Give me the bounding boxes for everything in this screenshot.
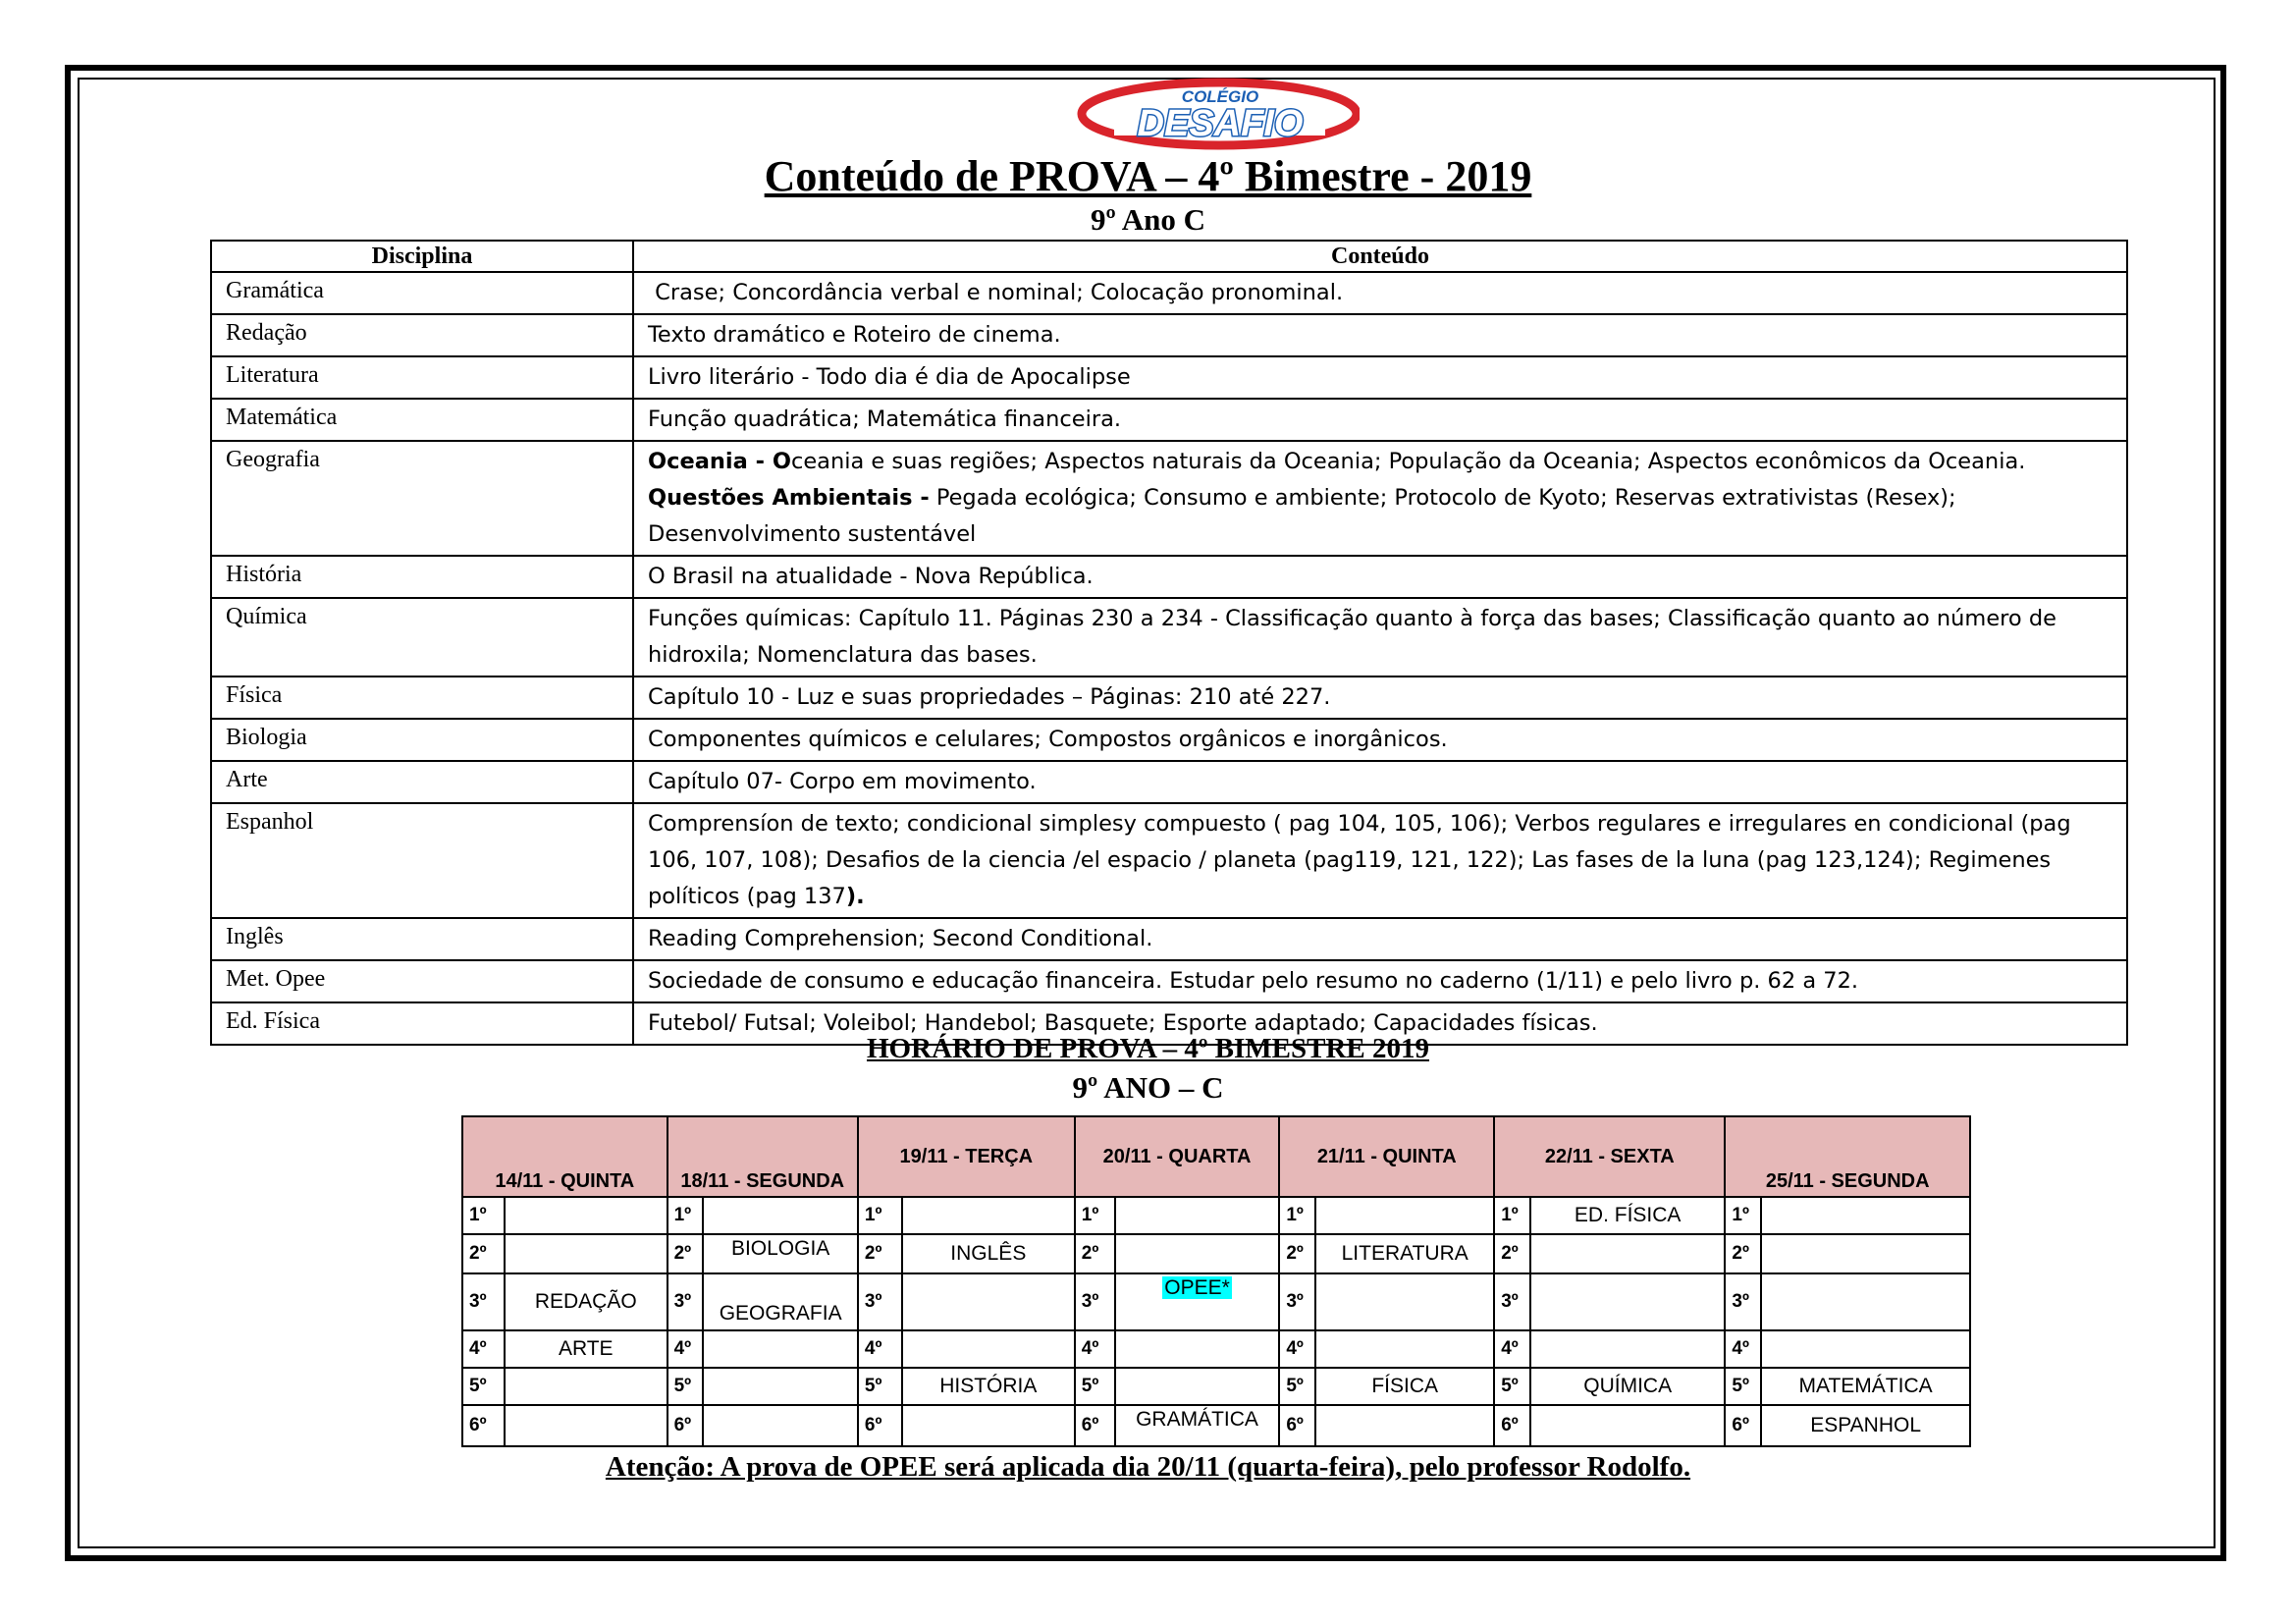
- table-row: [211, 960, 2127, 1002]
- exam-cell: [902, 1197, 1075, 1234]
- day-header: 21/11 - QUINTA: [1279, 1116, 1494, 1197]
- period-cell: 6º: [1279, 1405, 1315, 1446]
- period-cell: 3º: [858, 1273, 902, 1330]
- period-cell: 5º: [1725, 1368, 1761, 1405]
- schedule-row: [462, 1405, 1970, 1446]
- period-cell: 4º: [1279, 1330, 1315, 1368]
- period-cell: 2º: [858, 1234, 902, 1273]
- period-cell: 6º: [1494, 1405, 1530, 1446]
- period-cell: 3º: [1725, 1273, 1761, 1330]
- exam-cell: [1761, 1197, 1970, 1234]
- exam-cell: GEOGRAFIA: [703, 1273, 857, 1330]
- exam-cell: FÍSICA: [1315, 1368, 1494, 1405]
- day-header: 25/11 - SEGUNDA: [1725, 1116, 1970, 1197]
- exam-cell: [703, 1405, 857, 1446]
- period-cell: 5º: [462, 1368, 505, 1405]
- exam-cell: [1315, 1405, 1494, 1446]
- schedule-row: [462, 1368, 1970, 1405]
- period-cell: 5º: [1075, 1368, 1115, 1405]
- period-cell: 6º: [462, 1405, 505, 1446]
- period-cell: 2º: [462, 1234, 505, 1273]
- table-row: [211, 399, 2127, 441]
- period-cell: 3º: [1494, 1273, 1530, 1330]
- attention-note: Atenção: A prova de OPEE será aplicada dia 20/11 (quarta-feira), pelo professor Rodolfo.: [605, 1451, 1691, 1483]
- period-cell: 5º: [1494, 1368, 1530, 1405]
- table-row: [211, 761, 2127, 803]
- class-subtitle: 9º Ano C: [1090, 202, 1206, 237]
- schedule-table: [461, 1115, 1971, 1447]
- schedule-row: [462, 1330, 1970, 1368]
- period-cell: 6º: [1725, 1405, 1761, 1446]
- header-discipline: Disciplina: [211, 241, 633, 272]
- exam-cell: BIOLOGIA: [703, 1234, 857, 1273]
- exam-cell: [1530, 1330, 1725, 1368]
- period-cell: 2º: [1725, 1234, 1761, 1273]
- exam-cell: [1315, 1330, 1494, 1368]
- discipline-cell: Gramática: [211, 272, 633, 314]
- period-cell: 6º: [667, 1405, 704, 1446]
- table-row: [211, 272, 2127, 314]
- period-cell: 3º: [1075, 1273, 1115, 1330]
- content-cell: Texto dramático e Roteiro de cinema.: [633, 314, 2127, 356]
- exam-cell: [1115, 1197, 1280, 1234]
- period-cell: 3º: [667, 1273, 704, 1330]
- discipline-cell: Ed. Física: [211, 1002, 633, 1045]
- table-row: [211, 803, 2127, 918]
- discipline-cell: História: [211, 556, 633, 598]
- content-cell: O Brasil na atualidade - Nova República.: [633, 556, 2127, 598]
- content-cell: Sociedade de consumo e educação financeira. Estudar pelo resumo no caderno (1/11) e pelo livro p. 62 a 72.: [633, 960, 2127, 1002]
- period-cell: 1º: [462, 1197, 505, 1234]
- day-header: 14/11 - QUINTA: [462, 1116, 667, 1197]
- schedule-row: [462, 1197, 1970, 1234]
- table-row: [211, 677, 2127, 719]
- period-cell: 1º: [1494, 1197, 1530, 1234]
- content-cell: Componentes químicos e celulares; Compostos orgânicos e inorgânicos.: [633, 719, 2127, 761]
- schedule-title: HORÁRIO DE PROVA – 4º BIMESTRE 2019: [866, 1033, 1429, 1064]
- period-cell: 4º: [1075, 1330, 1115, 1368]
- table-row: [211, 918, 2127, 960]
- exam-cell: MATEMÁTICA: [1761, 1368, 1970, 1405]
- content-cell: Capítulo 10 - Luz e suas propriedades – Páginas: 210 até 227.: [633, 677, 2127, 719]
- schedule-header-row: [462, 1116, 1970, 1197]
- schedule-row: [462, 1273, 1970, 1330]
- exam-cell: [1530, 1405, 1725, 1446]
- schedule-class: 9º ANO – C: [1072, 1070, 1224, 1105]
- discipline-cell: Matemática: [211, 399, 633, 441]
- exam-cell: [1315, 1197, 1494, 1234]
- content-cell: Capítulo 07- Corpo em movimento.: [633, 761, 2127, 803]
- discipline-cell: Met. Opee: [211, 960, 633, 1002]
- period-cell: 2º: [1494, 1234, 1530, 1273]
- exam-cell: ARTE: [505, 1330, 667, 1368]
- table-row: [211, 598, 2127, 677]
- content-cell: Futebol/ Futsal; Voleibol; Handebol; Basquete; Esporte adaptado; Capacidades físicas.: [633, 1002, 2127, 1045]
- schedule-row: [462, 1234, 1970, 1273]
- discipline-cell: Geografia: [211, 441, 633, 556]
- exam-cell: [1761, 1234, 1970, 1273]
- exam-cell: [1761, 1330, 1970, 1368]
- exam-cell: HISTÓRIA: [902, 1368, 1075, 1405]
- content-cell: Oceania - Oceania e suas regiões; Aspectos naturais da Oceania; População da Oceania; Aspectos econômicos da Oceania. Questões Ambientais - Pegada ecológica; Consumo e ambiente; Protocolo de Kyoto; Reservas extrativistas (Resex); Desenvolvimento sustentável: [633, 441, 2127, 556]
- period-cell: 1º: [1075, 1197, 1115, 1234]
- table-row: [211, 556, 2127, 598]
- svg-text:DESAFIO: DESAFIO: [1137, 103, 1304, 144]
- content-cell: Funções químicas: Capítulo 11. Páginas 230 a 234 - Classificação quanto à força das bases; Classificação quanto ao número de hidroxila; Nomenclatura das bases.: [633, 598, 2127, 677]
- exam-cell: [505, 1368, 667, 1405]
- discipline-cell: Inglês: [211, 918, 633, 960]
- exam-cell: [1115, 1368, 1280, 1405]
- table-row: [211, 441, 2127, 556]
- period-cell: 1º: [858, 1197, 902, 1234]
- exam-cell: ESPANHOL: [1761, 1405, 1970, 1446]
- discipline-cell: Química: [211, 598, 633, 677]
- table-row: [211, 356, 2127, 399]
- period-cell: 4º: [462, 1330, 505, 1368]
- content-cell: Função quadrática; Matemática financeira.: [633, 399, 2127, 441]
- period-cell: 1º: [667, 1197, 704, 1234]
- period-cell: 2º: [1075, 1234, 1115, 1273]
- period-cell: 1º: [1279, 1197, 1315, 1234]
- period-cell: 5º: [667, 1368, 704, 1405]
- period-cell: 3º: [1279, 1273, 1315, 1330]
- table-row: [211, 719, 2127, 761]
- exam-cell: [902, 1330, 1075, 1368]
- exam-cell: INGLÊS: [902, 1234, 1075, 1273]
- day-header: 18/11 - SEGUNDA: [667, 1116, 858, 1197]
- discipline-cell: Física: [211, 677, 633, 719]
- exam-cell: [1530, 1273, 1725, 1330]
- exam-cell: [703, 1330, 857, 1368]
- period-cell: 5º: [1279, 1368, 1315, 1405]
- exam-cell: REDAÇÃO: [505, 1273, 667, 1330]
- period-cell: 6º: [858, 1405, 902, 1446]
- day-header: 19/11 - TERÇA: [858, 1116, 1075, 1197]
- exam-cell: [505, 1234, 667, 1273]
- period-cell: 4º: [1494, 1330, 1530, 1368]
- exam-cell: [1530, 1234, 1725, 1273]
- exam-cell: QUÍMICA: [1530, 1368, 1725, 1405]
- period-cell: 1º: [1725, 1197, 1761, 1234]
- exam-cell: [1115, 1234, 1280, 1273]
- content-cell: Crase; Concordância verbal e nominal; Colocação pronominal.: [633, 272, 2127, 314]
- discipline-cell: Arte: [211, 761, 633, 803]
- school-logo: [1075, 73, 1360, 151]
- discipline-cell: Literatura: [211, 356, 633, 399]
- exam-cell: [1315, 1273, 1494, 1330]
- day-header: 20/11 - QUARTA: [1075, 1116, 1280, 1197]
- exam-cell: [902, 1405, 1075, 1446]
- period-cell: 6º: [1075, 1405, 1115, 1446]
- header-content: Conteúdo: [633, 241, 2127, 272]
- table-row: [211, 314, 2127, 356]
- svg-text:COLÉGIO: COLÉGIO: [1181, 87, 1259, 106]
- content-cell: Livro literário - Todo dia é dia de Apocalipse: [633, 356, 2127, 399]
- period-cell: 4º: [858, 1330, 902, 1368]
- day-header: 22/11 - SEXTA: [1494, 1116, 1725, 1197]
- exam-cell: LITERATURA: [1315, 1234, 1494, 1273]
- exam-cell: [505, 1405, 667, 1446]
- exam-cell: [703, 1197, 857, 1234]
- discipline-cell: Espanhol: [211, 803, 633, 918]
- exam-cell: [703, 1368, 857, 1405]
- content-table: [210, 240, 2128, 1046]
- exam-cell: ED. FÍSICA: [1530, 1197, 1725, 1234]
- period-cell: 3º: [462, 1273, 505, 1330]
- period-cell: 4º: [667, 1330, 704, 1368]
- exam-cell: [1115, 1273, 1280, 1330]
- period-cell: 4º: [1725, 1330, 1761, 1368]
- exam-cell: [902, 1273, 1075, 1330]
- discipline-cell: Biologia: [211, 719, 633, 761]
- discipline-cell: Redação: [211, 314, 633, 356]
- opee-highlight: OPEE*: [1164, 1276, 1230, 1299]
- period-cell: 2º: [667, 1234, 704, 1273]
- period-cell: 5º: [858, 1368, 902, 1405]
- content-header-row: [211, 241, 2127, 272]
- page-title: Conteúdo de PROVA – 4º Bimestre - 2019: [764, 152, 1532, 200]
- exam-cell: [1761, 1273, 1970, 1330]
- period-cell: 2º: [1279, 1234, 1315, 1273]
- exam-cell: [505, 1197, 667, 1234]
- exam-cell: [1115, 1330, 1280, 1368]
- content-cell: Reading Comprehension; Second Conditional.: [633, 918, 2127, 960]
- exam-cell: GRAMÁTICA: [1115, 1405, 1280, 1446]
- content-cell: Comprensíon de texto; condicional simplesy compuesto ( pag 104, 105, 106); Verbos regulares e irregulares en condicional (pag 106, 107, 108); Desafios de la ciencia /el espacio / planeta (pag119, 121, 122); Las fases de la luna (pag 123,124); Regimenes políticos (pag 137).: [633, 803, 2127, 918]
